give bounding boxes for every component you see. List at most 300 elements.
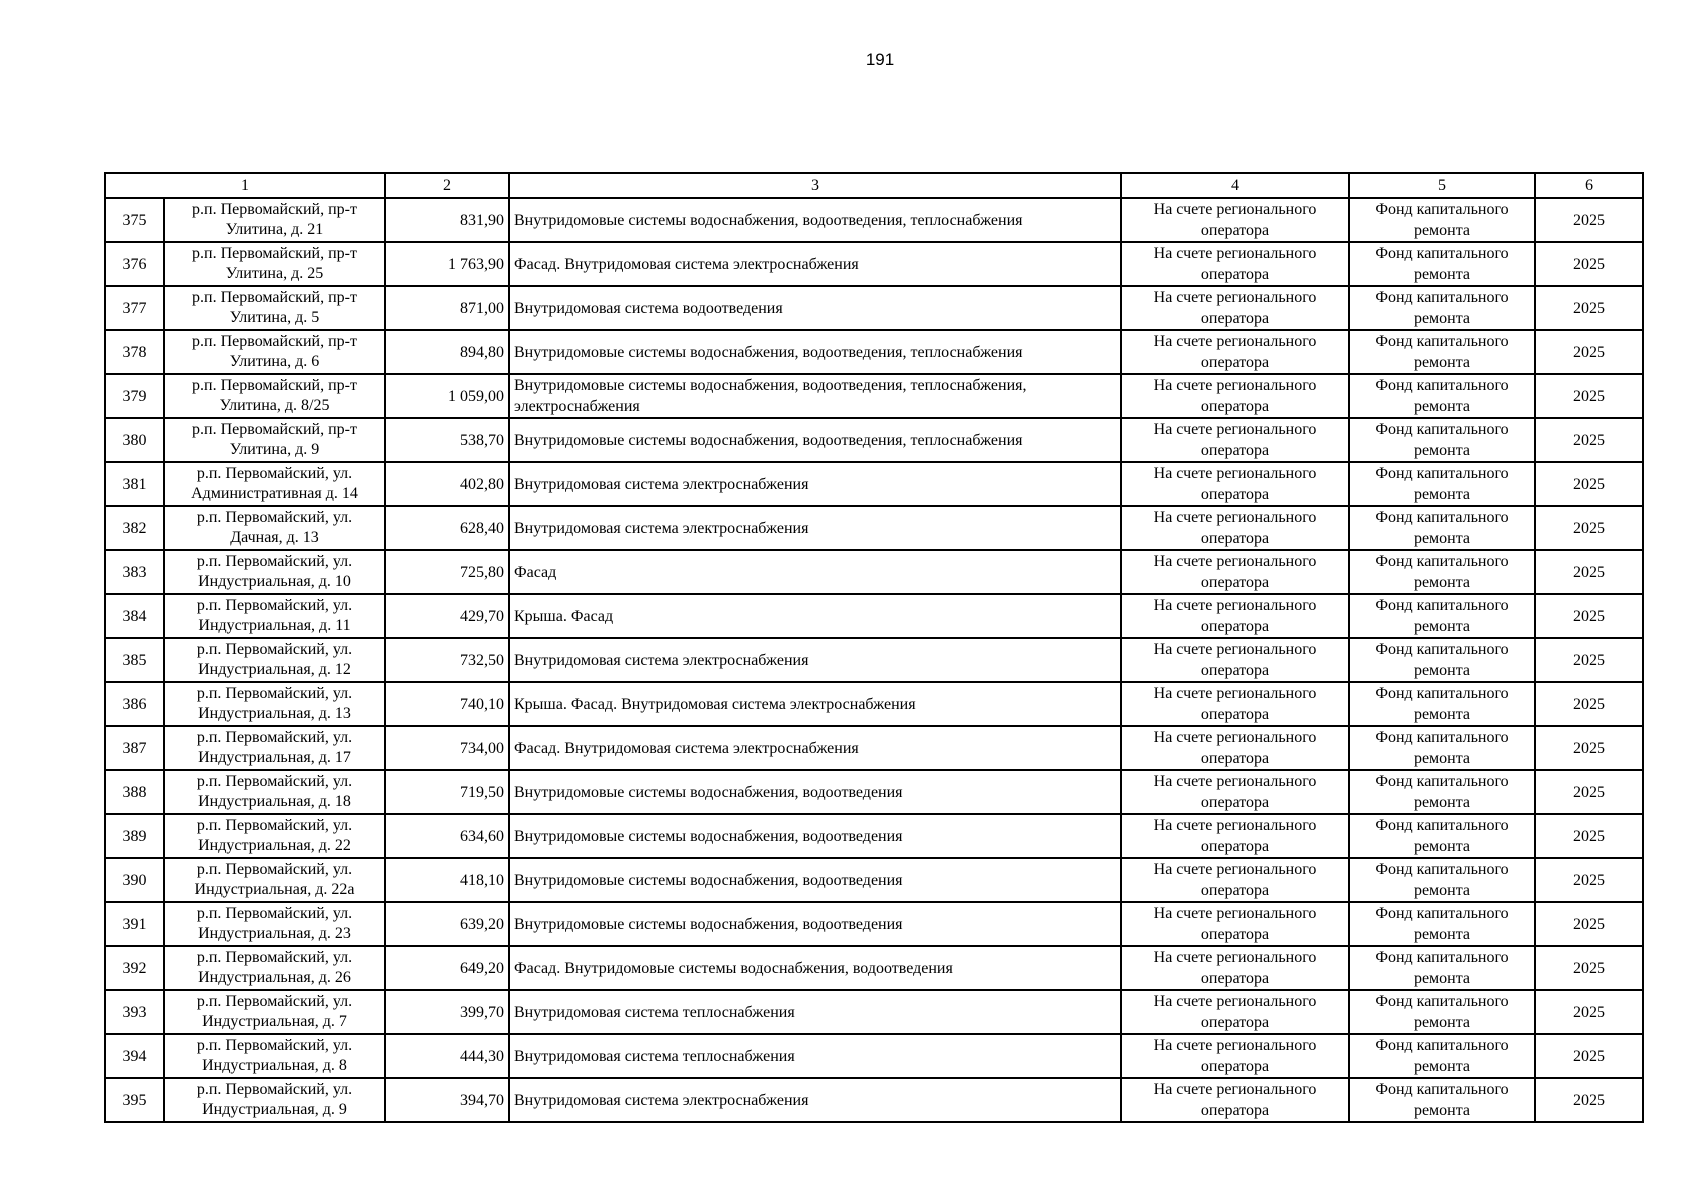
address-cell — [164, 198, 385, 242]
work-type-cell — [509, 682, 1121, 726]
funding-source-cell — [1349, 198, 1535, 242]
account-text: На счете регионального — [1153, 949, 1317, 966]
table-row — [105, 990, 1643, 1034]
funding-source-text: Фонд капитального — [1375, 421, 1509, 438]
address-text: Индустриальная, д. 10 — [198, 573, 351, 590]
account-text: На счете регионального — [1153, 993, 1317, 1010]
work-type-cell — [509, 462, 1121, 506]
year-cell — [1535, 682, 1643, 726]
funding-source-text: ремонта — [1413, 706, 1471, 723]
funding-source-text: ремонта — [1413, 838, 1471, 855]
account-text: оператора — [1200, 750, 1270, 767]
year-text: 2025 — [1573, 431, 1605, 449]
year-cell — [1535, 198, 1643, 242]
year-cell — [1535, 374, 1643, 418]
account-text: оператора — [1200, 794, 1270, 811]
address-cell — [164, 374, 385, 418]
work-type-text: Внутридомовая система электроснабжения — [514, 519, 809, 537]
funding-source-cell — [1349, 418, 1535, 462]
table-row — [105, 506, 1643, 550]
address-text: Индустриальная, д. 11 — [198, 617, 351, 634]
year-cell — [1535, 1034, 1643, 1078]
funding-source-text: ремонта — [1413, 530, 1471, 547]
year-text: 2025 — [1573, 651, 1605, 669]
year-cell — [1535, 1078, 1643, 1122]
work-type-text: Внутридомовые системы водоснабжения, водоотведения — [514, 783, 903, 801]
work-type-cell — [509, 242, 1121, 286]
address-text: Улитина, д. 21 — [225, 221, 324, 238]
column-header-6: 6 — [1535, 173, 1643, 198]
account-text: оператора — [1200, 442, 1270, 459]
cost-cell — [385, 1034, 509, 1078]
funding-source-text: Фонд капитального — [1375, 245, 1509, 262]
funding-source-text: ремонта — [1413, 794, 1471, 811]
address-cell — [164, 418, 385, 462]
account-text: На счете регионального — [1153, 905, 1317, 922]
cost-text: 634,60 — [460, 827, 504, 845]
cost-text: 1 059,00 — [448, 387, 504, 405]
year-text: 2025 — [1573, 871, 1605, 889]
funding-source-cell — [1349, 902, 1535, 946]
row-number-text: 377 — [122, 299, 147, 317]
row-number-cell — [105, 1078, 164, 1122]
funding-source-text: Фонд капитального — [1375, 509, 1509, 526]
cost-cell — [385, 990, 509, 1034]
year-cell — [1535, 418, 1643, 462]
year-text: 2025 — [1573, 255, 1605, 273]
year-text: 2025 — [1573, 211, 1605, 229]
address-text: р.п. Первомайский, пр-т — [192, 201, 357, 218]
address-text: Улитина, д. 5 — [229, 309, 320, 326]
account-cell — [1121, 286, 1349, 330]
cost-cell — [385, 550, 509, 594]
cost-text: 399,70 — [460, 1003, 504, 1021]
address-text: р.п. Первомайский, ул. — [196, 905, 353, 922]
row-number-text: 386 — [122, 695, 147, 713]
row-number-cell — [105, 462, 164, 506]
column-header-1: 1 — [105, 173, 385, 198]
funding-source-text: Фонд капитального — [1375, 597, 1509, 614]
account-cell — [1121, 550, 1349, 594]
year-cell — [1535, 902, 1643, 946]
address-cell — [164, 946, 385, 990]
address-text: р.п. Первомайский, ул. — [196, 597, 353, 614]
table-body — [105, 198, 1643, 1122]
row-number-text: 385 — [122, 651, 147, 669]
funding-source-text: ремонта — [1413, 1058, 1471, 1075]
account-cell — [1121, 1034, 1349, 1078]
table-row — [105, 242, 1643, 286]
address-text: Индустриальная, д. 13 — [198, 705, 351, 722]
address-cell — [164, 594, 385, 638]
work-type-text: Внутридомовые системы водоснабжения, водоотведения, теплоснабжения — [514, 343, 1023, 361]
row-number-text: 379 — [122, 387, 147, 405]
column-header-3: 3 — [509, 173, 1121, 198]
address-cell — [164, 330, 385, 374]
funding-source-cell — [1349, 770, 1535, 814]
address-cell — [164, 814, 385, 858]
cost-text: 734,00 — [460, 739, 504, 757]
funding-source-text: Фонд капитального — [1375, 861, 1509, 878]
funding-source-text: Фонд капитального — [1375, 773, 1509, 790]
account-cell — [1121, 858, 1349, 902]
account-cell — [1121, 726, 1349, 770]
cost-cell — [385, 330, 509, 374]
cost-text: 831,90 — [460, 211, 504, 229]
address-text: р.п. Первомайский, ул. — [196, 817, 353, 834]
address-text: р.п. Первомайский, ул. — [196, 993, 353, 1010]
cost-cell — [385, 770, 509, 814]
account-cell — [1121, 198, 1349, 242]
cost-text: 444,30 — [460, 1047, 504, 1065]
year-text: 2025 — [1573, 519, 1605, 537]
funding-source-cell — [1349, 1078, 1535, 1122]
funding-source-cell — [1349, 814, 1535, 858]
table-row — [105, 418, 1643, 462]
work-type-text: Фасад — [514, 563, 557, 581]
account-text: На счете регионального — [1153, 773, 1317, 790]
year-cell — [1535, 550, 1643, 594]
funding-source-cell — [1349, 990, 1535, 1034]
row-number-text: 392 — [122, 959, 147, 977]
year-cell — [1535, 858, 1643, 902]
row-number-cell — [105, 638, 164, 682]
funding-source-text: ремонта — [1413, 266, 1471, 283]
account-text: оператора — [1200, 310, 1270, 327]
row-number-cell — [105, 1034, 164, 1078]
funding-source-text: Фонд капитального — [1375, 201, 1509, 218]
cost-cell — [385, 682, 509, 726]
funding-source-cell — [1349, 330, 1535, 374]
year-text: 2025 — [1573, 343, 1605, 361]
account-cell — [1121, 814, 1349, 858]
account-cell — [1121, 242, 1349, 286]
row-number-text: 393 — [122, 1003, 147, 1021]
table-row — [105, 550, 1643, 594]
row-number-cell — [105, 550, 164, 594]
funding-source-cell — [1349, 858, 1535, 902]
year-text: 2025 — [1573, 695, 1605, 713]
address-text: Улитина, д. 25 — [225, 265, 324, 282]
funding-source-text: ремонта — [1413, 486, 1471, 503]
column-header-4: 4 — [1121, 173, 1349, 198]
account-cell — [1121, 330, 1349, 374]
funding-source-cell — [1349, 1034, 1535, 1078]
address-cell — [164, 1034, 385, 1078]
year-text: 2025 — [1573, 739, 1605, 757]
funding-source-text: ремонта — [1413, 222, 1471, 239]
address-text: р.п. Первомайский, ул. — [196, 553, 353, 570]
account-cell — [1121, 418, 1349, 462]
funding-source-text: Фонд капитального — [1375, 685, 1509, 702]
address-text: р.п. Первомайский, ул. — [196, 949, 353, 966]
address-text: р.п. Первомайский, ул. — [196, 1037, 353, 1054]
funding-source-cell — [1349, 682, 1535, 726]
row-number-text: 378 — [122, 343, 147, 361]
table-row — [105, 902, 1643, 946]
cost-text: 894,80 — [460, 343, 504, 361]
table-row — [105, 374, 1643, 418]
address-text: Административная д. 14 — [191, 485, 358, 502]
account-text: оператора — [1200, 970, 1270, 987]
work-type-cell — [509, 858, 1121, 902]
funding-source-text: Фонд капитального — [1375, 1081, 1509, 1098]
funding-source-text: Фонд капитального — [1375, 465, 1509, 482]
address-cell — [164, 242, 385, 286]
funding-source-text: ремонта — [1413, 1102, 1471, 1119]
cost-text: 725,80 — [460, 563, 504, 581]
year-text: 2025 — [1573, 827, 1605, 845]
cost-text: 871,00 — [460, 299, 504, 317]
row-number-text: 394 — [122, 1047, 147, 1065]
account-text: На счете регионального — [1153, 421, 1317, 438]
work-type-cell — [509, 902, 1121, 946]
year-cell — [1535, 814, 1643, 858]
account-text: оператора — [1200, 1102, 1270, 1119]
account-text: На счете регионального — [1153, 245, 1317, 262]
table-row — [105, 770, 1643, 814]
work-type-cell — [509, 770, 1121, 814]
funding-source-text: ремонта — [1413, 398, 1471, 415]
year-text: 2025 — [1573, 959, 1605, 977]
year-cell — [1535, 946, 1643, 990]
year-text: 2025 — [1573, 783, 1605, 801]
funding-source-text: ремонта — [1413, 1014, 1471, 1031]
cost-cell — [385, 242, 509, 286]
funding-source-text: ремонта — [1413, 662, 1471, 679]
account-cell — [1121, 506, 1349, 550]
work-type-cell — [509, 814, 1121, 858]
account-text: оператора — [1200, 530, 1270, 547]
work-type-text: Внутридомовая система водоотведения — [514, 299, 783, 317]
cost-text: 719,50 — [460, 783, 504, 801]
address-cell — [164, 286, 385, 330]
account-text: На счете регионального — [1153, 1081, 1317, 1098]
row-number-text: 381 — [122, 475, 147, 493]
row-number-cell — [105, 374, 164, 418]
year-cell — [1535, 594, 1643, 638]
account-cell — [1121, 682, 1349, 726]
work-type-text: Фасад. Внутридомовая система электроснабжения — [514, 255, 859, 273]
work-type-cell — [509, 286, 1121, 330]
funding-source-text: Фонд капитального — [1375, 949, 1509, 966]
address-cell — [164, 770, 385, 814]
funding-source-text: ремонта — [1413, 574, 1471, 591]
address-text: Индустриальная, д. 26 — [198, 969, 351, 986]
funding-source-text: Фонд капитального — [1375, 1037, 1509, 1054]
address-text: Индустриальная, д. 7 — [202, 1013, 347, 1030]
cost-text: 418,10 — [460, 871, 504, 889]
cost-text: 1 763,90 — [448, 255, 504, 273]
funding-source-cell — [1349, 242, 1535, 286]
row-number-text: 391 — [122, 915, 147, 933]
account-cell — [1121, 946, 1349, 990]
funding-source-cell — [1349, 594, 1535, 638]
funding-source-cell — [1349, 506, 1535, 550]
cost-text: 732,50 — [460, 651, 504, 669]
row-number-cell — [105, 726, 164, 770]
funding-source-cell — [1349, 374, 1535, 418]
account-text: На счете регионального — [1153, 553, 1317, 570]
year-text: 2025 — [1573, 1091, 1605, 1109]
cost-cell — [385, 462, 509, 506]
account-text: оператора — [1200, 662, 1270, 679]
work-type-text: Внутридомовая система теплоснабжения — [514, 1003, 795, 1021]
year-text: 2025 — [1573, 1047, 1605, 1065]
address-text: р.п. Первомайский, пр-т — [192, 289, 357, 306]
row-number-text: 383 — [122, 563, 147, 581]
funding-source-text: ремонта — [1413, 310, 1471, 327]
cost-text: 628,40 — [460, 519, 504, 537]
row-number-cell — [105, 990, 164, 1034]
work-type-text: Внутридомовые системы водоснабжения, водоотведения — [514, 827, 903, 845]
account-text: На счете регионального — [1153, 201, 1317, 218]
address-cell — [164, 682, 385, 726]
table-row — [105, 682, 1643, 726]
funding-source-text: ремонта — [1413, 442, 1471, 459]
year-text: 2025 — [1573, 475, 1605, 493]
table-header-row — [105, 173, 1643, 198]
year-cell — [1535, 990, 1643, 1034]
work-type-cell — [509, 946, 1121, 990]
row-number-text: 375 — [122, 211, 147, 229]
cost-text: 394,70 — [460, 1091, 504, 1109]
work-type-cell — [509, 506, 1121, 550]
funding-source-cell — [1349, 462, 1535, 506]
row-number-cell — [105, 286, 164, 330]
address-cell — [164, 990, 385, 1034]
address-text: Индустриальная, д. 17 — [198, 749, 351, 766]
account-text: На счете регионального — [1153, 641, 1317, 658]
row-number-cell — [105, 242, 164, 286]
funding-source-text: Фонд капитального — [1375, 905, 1509, 922]
account-cell — [1121, 1078, 1349, 1122]
work-type-cell — [509, 198, 1121, 242]
work-type-cell — [509, 1034, 1121, 1078]
table-row — [105, 858, 1643, 902]
row-number-text: 388 — [122, 783, 147, 801]
column-header-2: 2 — [385, 173, 509, 198]
year-text: 2025 — [1573, 387, 1605, 405]
cost-cell — [385, 594, 509, 638]
address-text: Индустриальная, д. 8 — [202, 1057, 347, 1074]
account-text: оператора — [1200, 618, 1270, 635]
account-cell — [1121, 462, 1349, 506]
work-type-text: Внутридомовая система электроснабжения — [514, 651, 809, 669]
account-text: На счете регионального — [1153, 817, 1317, 834]
cost-text: 429,70 — [460, 607, 504, 625]
table-row — [105, 198, 1643, 242]
account-text: оператора — [1200, 398, 1270, 415]
row-number-text: 384 — [122, 607, 147, 625]
work-type-text: Внутридомовые системы водоснабжения, водоотведения — [514, 915, 903, 933]
account-text: На счете регионального — [1153, 685, 1317, 702]
work-type-cell — [509, 330, 1121, 374]
funding-source-text: Фонд капитального — [1375, 641, 1509, 658]
account-text: оператора — [1200, 706, 1270, 723]
funding-source-text: ремонта — [1413, 970, 1471, 987]
funding-source-text: Фонд капитального — [1375, 993, 1509, 1010]
work-type-text: Внутридомовые системы водоснабжения, водоотведения, теплоснабжения, электроснабжения — [514, 377, 1027, 415]
address-text: р.п. Первомайский, пр-т — [192, 377, 357, 394]
address-cell — [164, 902, 385, 946]
cost-cell — [385, 814, 509, 858]
table-row — [105, 638, 1643, 682]
row-number-text: 390 — [122, 871, 147, 889]
work-type-text: Внутридомовые системы водоснабжения, водоотведения, теплоснабжения — [514, 431, 1023, 449]
account-text: На счете регионального — [1153, 289, 1317, 306]
work-type-text: Крыша. Фасад — [514, 607, 614, 625]
funding-source-text: Фонд капитального — [1375, 553, 1509, 570]
account-text: оператора — [1200, 1014, 1270, 1031]
year-cell — [1535, 330, 1643, 374]
table-row — [105, 814, 1643, 858]
account-text: оператора — [1200, 838, 1270, 855]
funding-source-cell — [1349, 638, 1535, 682]
year-cell — [1535, 286, 1643, 330]
address-text: Индустриальная, д. 12 — [198, 661, 351, 678]
account-text: оператора — [1200, 882, 1270, 899]
work-type-cell — [509, 990, 1121, 1034]
work-type-text: Крыша. Фасад. Внутридомовая система электроснабжения — [514, 695, 916, 713]
row-number-text: 387 — [122, 739, 147, 757]
funding-source-text: ремонта — [1413, 926, 1471, 943]
row-number-cell — [105, 594, 164, 638]
address-text: Индустриальная, д. 23 — [198, 925, 351, 942]
address-cell — [164, 550, 385, 594]
funding-source-text: Фонд капитального — [1375, 817, 1509, 834]
year-text: 2025 — [1573, 1003, 1605, 1021]
row-number-cell — [105, 198, 164, 242]
account-text: На счете регионального — [1153, 861, 1317, 878]
address-text: р.п. Первомайский, ул. — [196, 685, 353, 702]
row-number-text: 382 — [122, 519, 147, 537]
row-number-text: 376 — [122, 255, 147, 273]
funding-source-text: Фонд капитального — [1375, 377, 1509, 394]
account-cell — [1121, 594, 1349, 638]
work-type-text: Внутридомовые системы водоснабжения, водоотведения — [514, 871, 903, 889]
table-row — [105, 330, 1643, 374]
account-text: оператора — [1200, 574, 1270, 591]
cost-text: 649,20 — [460, 959, 504, 977]
account-text: оператора — [1200, 266, 1270, 283]
account-text: оператора — [1200, 354, 1270, 371]
funding-source-text: ремонта — [1413, 618, 1471, 635]
work-type-cell — [509, 594, 1121, 638]
cost-cell — [385, 198, 509, 242]
address-text: Дачная, д. 13 — [230, 529, 319, 546]
address-text: Индустриальная, д. 9 — [202, 1101, 347, 1118]
work-type-text: Внутридомовая система теплоснабжения — [514, 1047, 795, 1065]
row-number-cell — [105, 506, 164, 550]
account-cell — [1121, 374, 1349, 418]
account-text: На счете регионального — [1153, 1037, 1317, 1054]
funding-source-text: ремонта — [1413, 882, 1471, 899]
account-text: оператора — [1200, 222, 1270, 239]
row-number-text: 389 — [122, 827, 147, 845]
address-cell — [164, 858, 385, 902]
address-text: р.п. Первомайский, ул. — [196, 729, 353, 746]
work-type-cell — [509, 374, 1121, 418]
row-number-text: 395 — [122, 1091, 147, 1109]
account-cell — [1121, 638, 1349, 682]
funding-source-text: Фонд капитального — [1375, 289, 1509, 306]
account-text: оператора — [1200, 1058, 1270, 1075]
work-type-cell — [509, 638, 1121, 682]
table-row — [105, 1034, 1643, 1078]
row-number-cell — [105, 946, 164, 990]
page-number: 191 — [865, 50, 895, 69]
